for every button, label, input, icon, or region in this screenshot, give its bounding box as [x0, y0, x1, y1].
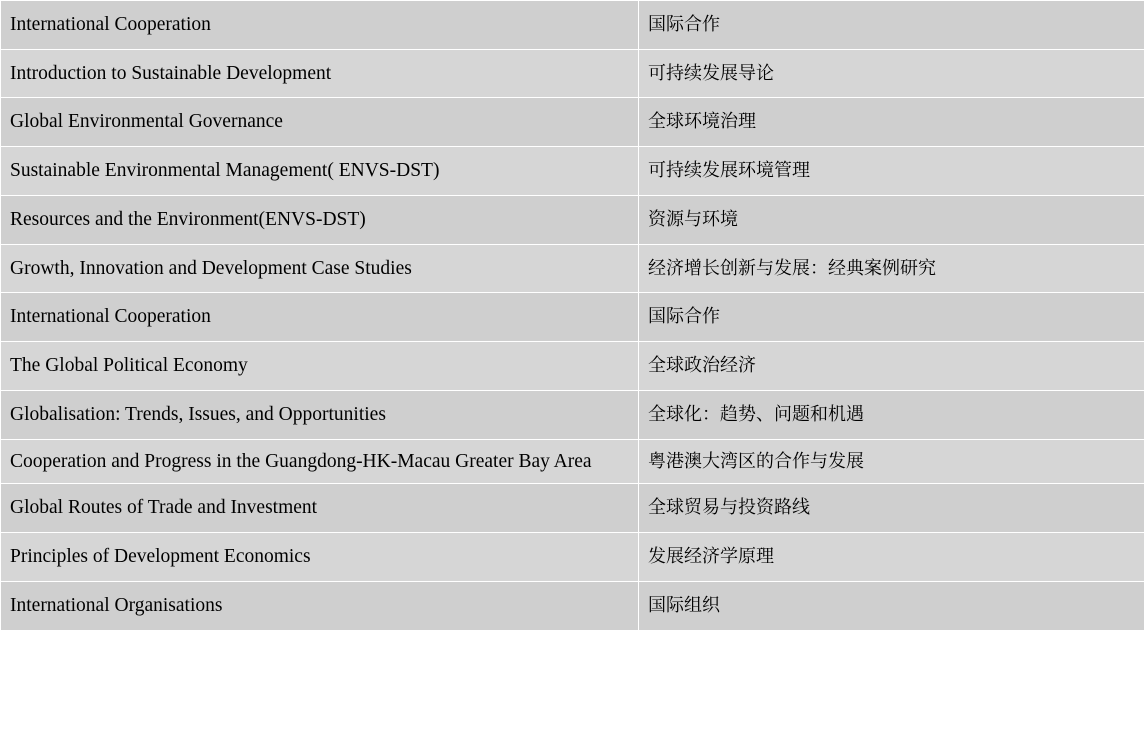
course-table-body — [1, 1, 1144, 631]
course-name-en: Resources and the Environment(ENVS-DST) — [1, 195, 639, 244]
table-row — [1, 342, 1144, 391]
course-name-zh: 粤港澳大湾区的合作与发展 — [639, 439, 1144, 484]
course-name-zh: 经济增长创新与发展：经典案例研究 — [639, 244, 1144, 293]
table-row — [1, 195, 1144, 244]
course-name-zh: 发展经济学原理 — [639, 533, 1144, 582]
course-name-zh: 全球环境治理 — [639, 98, 1144, 147]
table-row — [1, 439, 1144, 484]
course-name-en: Introduction to Sustainable Development — [1, 49, 639, 98]
table-row — [1, 98, 1144, 147]
course-name-en: International Cooperation — [1, 293, 639, 342]
table-row — [1, 1, 1144, 50]
course-name-zh: 全球政治经济 — [639, 342, 1144, 391]
course-name-en: Growth, Innovation and Development Case Studies — [1, 244, 639, 293]
table-row — [1, 581, 1144, 630]
course-name-en: The Global Political Economy — [1, 342, 639, 391]
course-name-en: Global Environmental Governance — [1, 98, 639, 147]
course-name-zh: 全球化：趋势、问题和机遇 — [639, 390, 1144, 439]
course-name-en: International Organisations — [1, 581, 639, 630]
course-name-zh: 全球贸易与投资路线 — [639, 484, 1144, 533]
course-name-zh: 国际合作 — [639, 1, 1144, 50]
course-name-zh: 可持续发展导论 — [639, 49, 1144, 98]
course-name-zh: 可持续发展环境管理 — [639, 147, 1144, 196]
course-name-zh: 国际合作 — [639, 293, 1144, 342]
course-name-en: Principles of Development Economics — [1, 533, 639, 582]
table-row — [1, 390, 1144, 439]
table-row — [1, 533, 1144, 582]
table-row — [1, 293, 1144, 342]
table-row — [1, 147, 1144, 196]
course-name-zh: 资源与环境 — [639, 195, 1144, 244]
course-name-en: Global Routes of Trade and Investment — [1, 484, 639, 533]
table-row — [1, 244, 1144, 293]
table-row — [1, 484, 1144, 533]
table-row — [1, 49, 1144, 98]
course-name-en: Globalisation: Trends, Issues, and Opportunities — [1, 390, 639, 439]
course-name-en: International Cooperation — [1, 1, 639, 50]
course-name-en: Cooperation and Progress in the Guangdong-HK-Macau Greater Bay Area — [1, 439, 639, 484]
course-name-en: Sustainable Environmental Management( ENVS-DST) — [1, 147, 639, 196]
course-name-zh: 国际组织 — [639, 581, 1144, 630]
